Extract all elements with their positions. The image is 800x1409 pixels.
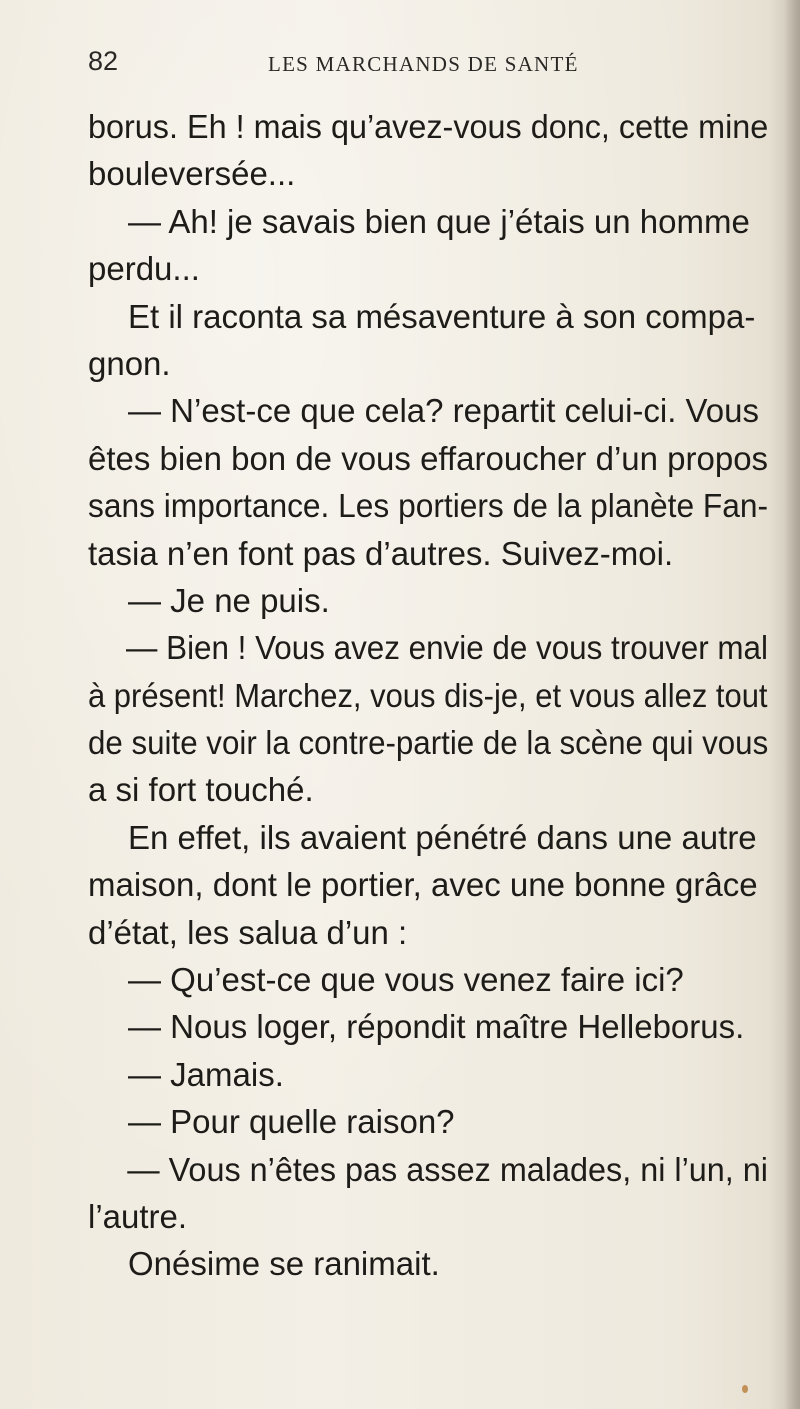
text-line: de suite voir la contre-partie de la scène qui vous (88, 724, 769, 762)
text-line: gnon. (88, 344, 171, 382)
text-line: — Ah! je savais bien que j’étais un homme (128, 202, 750, 240)
text-line: l’autre. (88, 1197, 188, 1235)
text-line: — Pour quelle raison? (128, 1103, 455, 1141)
text-line: maison, dont le portier, avec une bonne grâce (88, 866, 758, 904)
text-line: — Vous n’êtes pas assez malades, ni l’un, ni (127, 1150, 769, 1188)
text-line: borus. Eh ! mais qu’avez-vous donc, cette mine (88, 108, 769, 145)
text-line: a si fort touché. (88, 771, 314, 809)
text-line: Onésime se ranimait. (128, 1245, 440, 1283)
text-line: êtes bien bon de vous effaroucher d’un propos (88, 439, 769, 477)
text-line: bouleversée... (88, 155, 296, 193)
text-line: sans importance. Les portiers de la planète Fan- (88, 487, 769, 525)
page-edge-shadow (784, 0, 800, 1409)
text-line: perdu... (88, 250, 200, 288)
text-line: — Jamais. (128, 1055, 284, 1093)
text-line: tasia n’en font pas d’autres. Suivez-moi. (88, 534, 674, 572)
text-line: — Qu’est-ce que vous venez faire ici? (128, 961, 684, 999)
text-line: à présent! Marchez, vous dis-je, et vous allez tout (88, 676, 768, 714)
text-line: — Bien ! Vous avez envie de vous trouver mal (126, 629, 768, 667)
page-number: 82 (88, 46, 119, 76)
text-line: En effet, ils avaient pénétré dans une autre (128, 818, 757, 856)
text-line: — Je ne puis. (128, 581, 330, 619)
text-line: — Nous loger, répondit maître Helleborus. (128, 1008, 745, 1046)
text-line: Et il raconta sa mésaventure à son compa- (128, 297, 756, 335)
text-line: — N’est-ce que cela? repartit celui-ci. Vous (128, 392, 759, 430)
page-header (88, 46, 760, 86)
running-title: LES MARCHANDS DE SANTÉ (268, 52, 579, 76)
body-text (88, 103, 768, 1288)
text-line: d’état, les salua d’un : (88, 913, 408, 951)
paper-speck (742, 1385, 748, 1393)
